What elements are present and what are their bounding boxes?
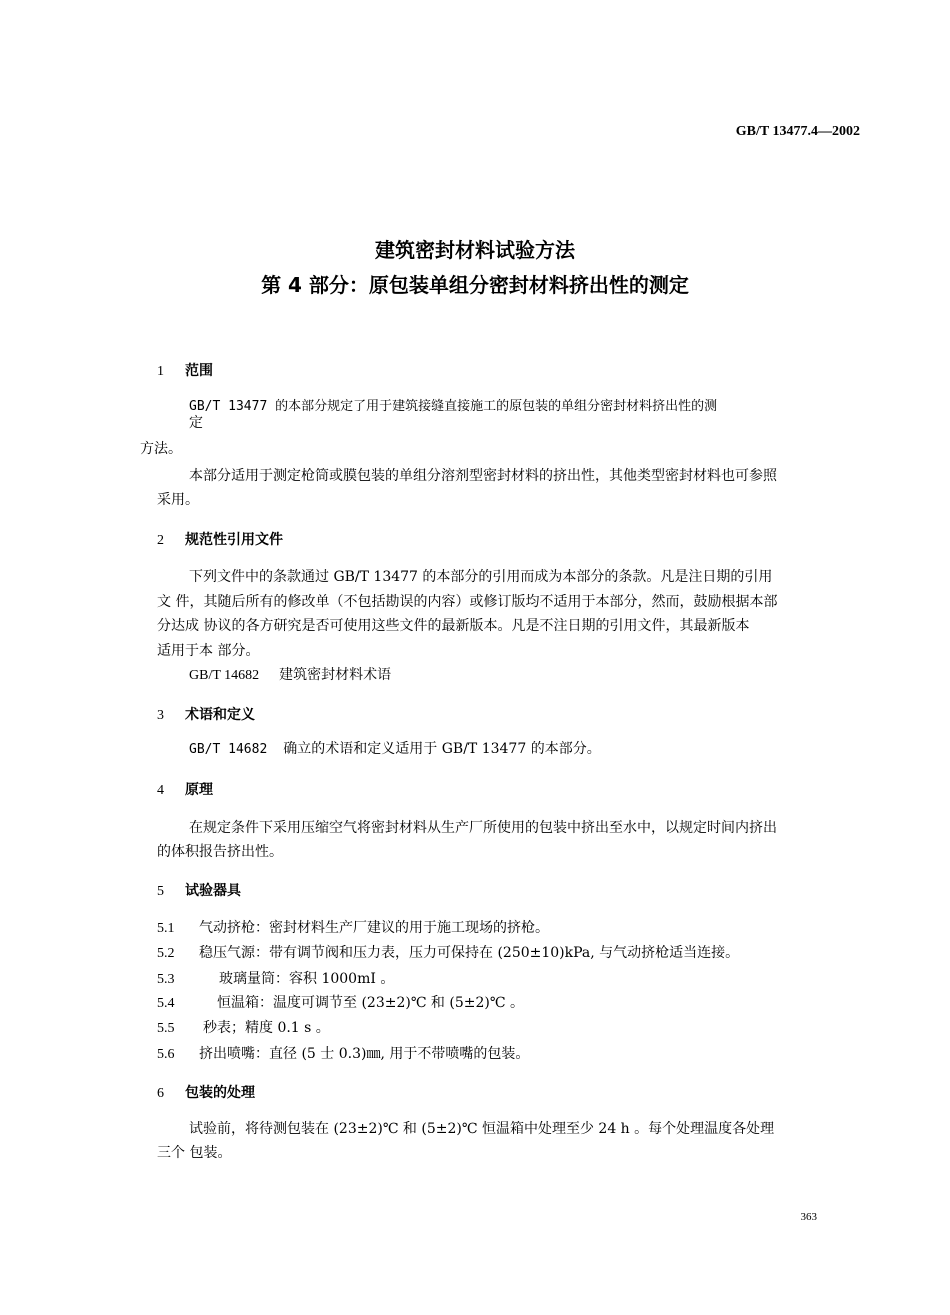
item-text: 气动挤枪：密封材料生产厂建议的用于施工现场的挤枪。 [199, 920, 549, 936]
normative-reference [189, 663, 391, 688]
paragraph-line: 方法。 [140, 441, 182, 457]
standard-number: GB/T 13477.4—2002 [735, 124, 860, 139]
paragraph-line: 三个 包装。 [157, 1145, 232, 1161]
paragraph-line: 本部分适用于测定枪筒或膜包装的单组分溶剂型密封材料的挤出性，其他类型密封材料也可参照 [189, 468, 777, 484]
item-text: 玻璃量筒：容积 1000mI 。 [219, 971, 395, 987]
section-title: 试验器具 [185, 883, 241, 899]
section-number: 6 [157, 1086, 164, 1101]
paragraph-line: 在规定条件下采用压缩空气将密封材料从生产厂所使用的包装中挤出至水中，以规定时间内挤出 [189, 820, 777, 836]
section-title: 范围 [185, 363, 213, 379]
item-text: 秒表；精度 0.1 s 。 [203, 1020, 330, 1036]
section-heading-4 [157, 779, 213, 799]
paragraph-line: 采用。 [157, 492, 199, 508]
list-item [157, 942, 739, 962]
item-number: 5.6 [157, 1047, 175, 1062]
section-number: 2 [157, 533, 164, 548]
item-number: 5.2 [157, 946, 175, 961]
document-title: 建筑密封材料试验方法 [375, 238, 575, 262]
section-heading-5 [157, 880, 241, 900]
term-code: GB/T 14682 [189, 742, 268, 757]
paragraph-line: 的体积报告挤出性。 [157, 844, 283, 860]
reference-code: GB/T 14682 [189, 668, 260, 683]
document-subtitle: 第 4 部分：原包装单组分密封材料挤出性的测定 [261, 273, 689, 297]
section-title: 原理 [185, 782, 213, 798]
paragraph-line [189, 737, 601, 762]
reference-title: 建筑密封材料术语 [279, 667, 392, 683]
item-number: 5.4 [157, 996, 175, 1011]
page-number: 363 [800, 1211, 817, 1223]
section-number: 1 [157, 364, 164, 379]
term-text: 确立的术语和定义适用于 GB/T 13477 的本部分。 [283, 741, 601, 757]
item-number: 5.3 [157, 972, 175, 987]
paragraph-line: 定 [189, 415, 203, 431]
item-number: 5.1 [157, 921, 175, 936]
paragraph-line: 试验前，将待测包装在 (23±2)℃ 和 (5±2)℃ 恒温箱中处理至少 24 h 。每个处理温度各处理 [189, 1121, 775, 1137]
list-item [157, 917, 549, 937]
section-heading-2 [157, 529, 283, 549]
list-item [157, 992, 524, 1012]
item-text: 挤出喷嘴：直径 (5 士 0.3)㎜, 用于不带喷嘴的包装。 [199, 1046, 530, 1062]
section-title: 术语和定义 [185, 707, 255, 723]
section-number: 4 [157, 783, 164, 798]
item-text: 恒温箱：温度可调节至 (23±2)℃ 和 (5±2)℃ 。 [217, 995, 524, 1011]
section-title: 包装的处理 [185, 1085, 255, 1101]
item-number: 5.5 [157, 1021, 175, 1036]
section-heading-1 [157, 360, 213, 380]
item-text: 稳压气源：带有调节阀和压力表，压力可保持在 (250±10)kPa, 与气动挤枪适当连接。 [199, 945, 740, 961]
paragraph-line: 适用于本 部分。 [157, 643, 260, 659]
section-number: 3 [157, 708, 164, 723]
paragraph-line: GB/T 13477 的本部分规定了用于建筑接缝直接施工的原包装的单组分密封材料挤出性的测 [189, 399, 718, 414]
section-heading-6 [157, 1082, 255, 1102]
paragraph-line: 分达成 协议的各方研究是否可使用这些文件的最新版本。凡是不注日期的引用文件，其最新版本 [157, 618, 750, 634]
section-title: 规范性引用文件 [185, 532, 283, 548]
list-item [157, 968, 394, 988]
list-item [157, 1017, 330, 1037]
section-number: 5 [157, 884, 164, 899]
paragraph-line: 下列文件中的条款通过 GB/T 13477 的本部分的引用而成为本部分的条款。凡是注日期的引用 [189, 569, 773, 585]
section-heading-3 [157, 704, 255, 724]
paragraph-line: 文 件，其随后所有的修改单（不包括勘误的内容）或修订版均不适用于本部分，然而，鼓励根据本部 [157, 594, 778, 610]
list-item [157, 1043, 529, 1063]
